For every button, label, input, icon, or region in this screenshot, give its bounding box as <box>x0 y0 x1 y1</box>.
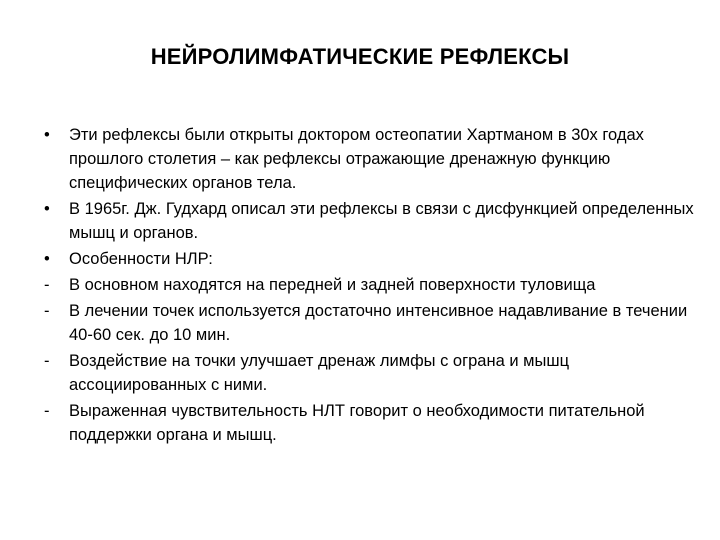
list-item-text: Воздействие на точки улучшает дренаж лимфы с ограна и мышц ассоциированных с ними. <box>69 352 570 394</box>
list-item <box>0 123 720 195</box>
bullet-marker: • <box>44 250 50 268</box>
bullet-marker: • <box>44 200 50 218</box>
dash-marker: - <box>44 402 50 420</box>
dash-marker: - <box>44 352 50 370</box>
list-item-text: В основном находятся на передней и задней поверхности туловища <box>69 276 596 294</box>
list-item <box>0 247 720 271</box>
list-item-text: Особенности НЛР: <box>69 250 213 268</box>
list-item-text: В лечении точек используется достаточно интенсивное надавливание в течении 40-60 сек. до 10 мин. <box>69 302 688 344</box>
list-item <box>0 349 720 397</box>
dash-marker: - <box>44 302 50 320</box>
list-item <box>0 197 720 245</box>
list-item-text: Эти рефлексы были открыты доктором остеопатии Хартманом в 30х годах прошлого столетия – как рефлексы отражающие дренажную функцию специфических органов тела. <box>69 126 644 192</box>
list-item-text: Выраженная чувствительность НЛТ говорит о необходимости питательной поддержки органа и мышц. <box>69 402 645 444</box>
bullet-list <box>0 123 720 449</box>
list-item <box>0 273 720 297</box>
bullet-marker: • <box>44 126 50 144</box>
list-item <box>0 299 720 347</box>
list-item-text: В 1965г. Дж. Гудхард описал эти рефлексы в связи с дисфункцией определенных мышц и органов. <box>69 200 694 242</box>
list-item <box>0 399 720 447</box>
slide-title: НЕЙРОЛИМФАТИЧЕСКИЕ РЕФЛЕКСЫ <box>150 44 570 69</box>
dash-marker: - <box>44 276 50 294</box>
